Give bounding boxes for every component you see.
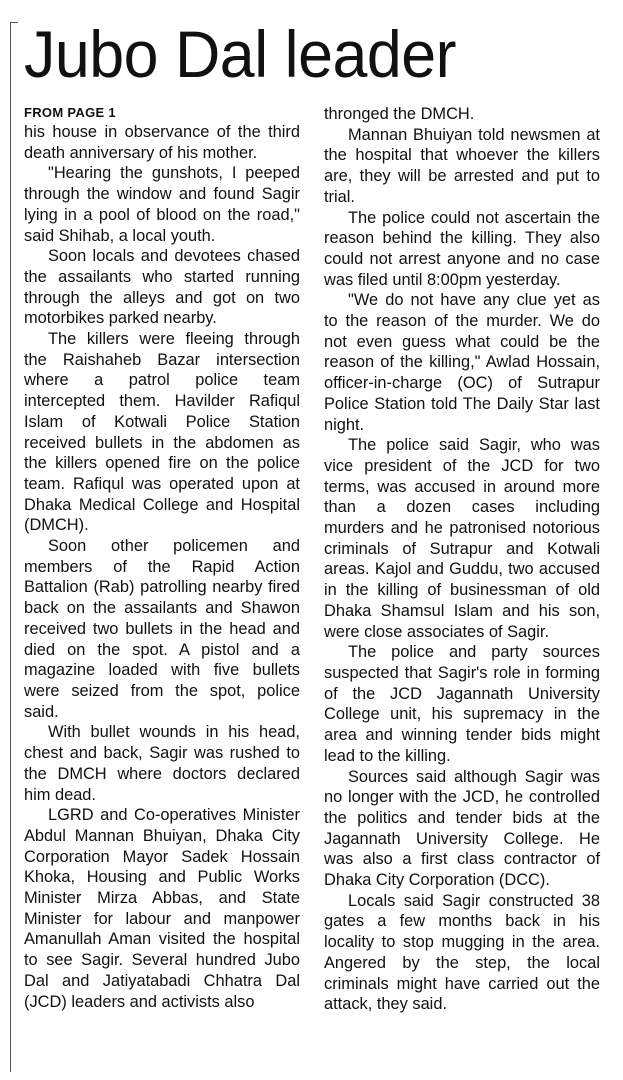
headline: Jubo Dal leader xyxy=(24,17,457,91)
paragraph: The killers were fleeing through the Raishaheb Bazar intersection where a patrol police team intercepted them. Havilder Rafiqul Islam of Kotwali Police Station received bullets in the abdomen as the killers opened fire on the police team. Rafiqul was operated upon at Dhaka Medical College and Hospital (DMCH). xyxy=(24,330,300,535)
paragraph: With bullet wounds in his head, chest and back, Sagir was rushed to the DMCH where doctors declared him dead. xyxy=(24,723,300,804)
paragraph: his house in observance of the third death anniversary of his mother. xyxy=(24,123,300,162)
column-rule-left xyxy=(10,22,11,1072)
paragraph: Locals said Sagir constructed 38 gates a few months back in his locality to stop mugging in the area. Angered by the step, the local criminals might have carried out the attack, they said. xyxy=(324,891,600,1014)
paragraph: Soon other policemen and members of the Rapid Action Battalion (Rab) patrolling nearby fired back on the assailants and Shawon received two bullets in the head and died on the spot. A pistol and a magazine loaded with five bullets were seized from the spot, police said. xyxy=(24,537,300,721)
paragraph: "We do not have any clue yet as to the reason of the murder. We do not even guess what could be the reason of the killing," Awlad Hossain, officer-in-charge (OC) of Sutrapur Police Station told The Daily Star last night. xyxy=(324,291,600,434)
paragraph: Soon locals and devotees chased the assailants who started running through the alleys and got on two motorbikes parked nearby. xyxy=(24,247,300,328)
paragraph: The police said Sagir, who was vice president of the JCD for two terms, was accused in around more than a dozen cases including murders and he patronised notorious criminals of Sutrapur and Kotwali areas. Kajol and Guddu, two accused in the killing of businessman of old Dhaka Shamsul Islam and his son, were close associates of Sagir. xyxy=(324,436,600,641)
article-column-right xyxy=(324,104,600,1015)
paragraph: Sources said although Sagir was no longer with the JCD, he controlled the politics and tender bids at the Jagannath University College. He was also a first class contractor of Dhaka City Corporation (DCC). xyxy=(324,767,600,890)
paragraph: "Hearing the gunshots, I peeped through the window and found Sagir lying in a pool of blood on the road," said Shihab, a local youth. xyxy=(24,164,300,245)
paragraph: Mannan Bhuiyan told newsmen at the hospital that whoever the killers are, they will be arrested and put to trial. xyxy=(324,125,600,206)
article-column-left xyxy=(24,104,300,1012)
paragraph: The police could not ascertain the reason behind the killing. They also could not arrest anyone and no case was filed until 8:00pm yesterday. xyxy=(324,208,600,289)
kicker-from-page: FROM PAGE 1 xyxy=(24,105,116,120)
paragraph: LGRD and Co-operatives Minister Abdul Mannan Bhuiyan, Dhaka City Corporation Mayor Sadek Hossain Khoka, Housing and Public Works Minister Mirza Abbas, and State Minister for labour and manpower Amanullah Aman visited the hospital to see Sagir. Several hundred Jubo Dal and Jatiyatabadi Chhatra Dal (JCD) leaders and activists also xyxy=(24,806,300,1011)
paragraph: The police and party sources suspected that Sagir's role in forming of the JCD Jagannath University College unit, his supremacy in the area and winning tender bids might lead to the killing. xyxy=(324,643,600,765)
column-rule-top xyxy=(10,22,18,23)
paragraph: thronged the DMCH. xyxy=(324,105,475,123)
